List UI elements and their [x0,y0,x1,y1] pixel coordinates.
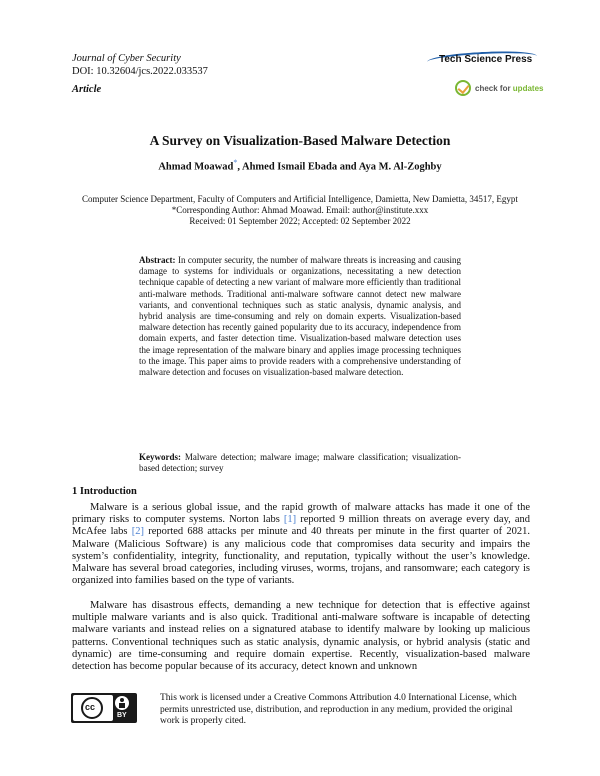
abstract [139,255,461,378]
check-updates-label: check for updates [475,83,544,93]
affiliation-block [0,194,600,227]
other-authors: , Ahmed Ismail Ebada and Aya M. Al-Zoghby [237,161,442,173]
cc-badge [73,695,113,721]
paper-title: A Survey on Visualization-Based Malware Detection [149,133,451,148]
attribution-person-icon [115,696,129,710]
citation-link[interactable]: [1] [283,514,297,526]
license-text: This work is licensed under a Creative Commons Attribution 4.0 International License, which permits unrestricted use, distribution, and reproduction in any medium, provided the original work is properly cited. [160,693,517,726]
corresponding-mark[interactable]: * [233,158,238,167]
doi[interactable]: DOI: 10.32604/jcs.2022.033537 [72,66,208,77]
keywords-text: Malware detection; malware image; malware classification; visualization-based detection; survey [139,452,461,474]
keywords-label: Keywords: [139,452,181,462]
affiliation: Computer Science Department, Faculty of Computers and Artificial Intelligence, Damietta, New Damietta, 34517, Egypt [82,194,518,204]
keywords [139,452,461,474]
paragraph-text: reported 9 million threats on average every day, and McAfee labs [72,514,530,538]
cc-by-license-icon[interactable] [71,693,137,723]
publisher-logo [427,50,537,70]
publisher-name: Tech Science Press [439,54,533,65]
paragraph-text: Malware is a serious global issue, and the rapid growth of malware attacks has made it one of the primary risks to computer systems. Norton labs [72,502,530,526]
check-updates-icon [455,80,471,96]
corresponding-author: *Corresponding Author: Ahmad Moawad. Email: author@institute.xxx [171,205,429,215]
journal-name: Journal of Cyber Security [72,53,181,64]
author-list [0,158,600,173]
paragraph: Malware has disastrous effects, demanding a new technique for detection that is effective against multiple malware variants and is also quick. Traditional anti-malware software is incapable of detecting malware variants and instead relies on a signatured atabase to identify malware by looking up malicious patterns. Conventional techniques such as static analysis, dynamic analysis, or hybrid analysis (static and dynamic) are time-consuming and require domain expertise. Recently, visualization-based malware detection has become popular because of its accuracy, detect known and unknown [72,600,530,673]
paragraph-text: reported 688 attacks per minute and 40 threats per minute in the first quarter of 2021. Malware (Malicious Software) is any malicious code that compromises data security and impairs the system’s confidentiality, integrity, functionality, and reputation, typically without the user’s knowledge. Malware has several broad categories, including viruses, worms, trojans, and ransomware; each category is organized into families based on the type of variants. [72,526,530,587]
section-heading-introduction: 1 Introduction [72,486,137,497]
dates: Received: 01 September 2022; Accepted: 02 September 2022 [189,216,411,226]
abstract-label: Abstract: [139,255,176,265]
check-for-updates-button[interactable] [455,79,543,97]
citation-link[interactable]: [2] [131,526,144,538]
by-label: BY [117,712,127,719]
author-1: Ahmad Moawad [158,161,234,173]
abstract-text: In computer security, the number of malware threats is increasing and causing damage to systems for individuals or organizations, necessitating a new detection technique capable of detecting a new variant of malware more efficiently than traditional anti-malware methods. Traditional anti-malware software cannot detect new malware variants, and conventional techniques such as static analysis, dynamic analysis, and hybrid analysis are time-consuming and rely on domain experts. Visualization-based malware detection has recently gained popularity due to its accuracy, independence from domain experts, and faster detection time. Visualization-based malware detection uses the image representation of the malware binary and applies image processing techniques to the image. This paper aims to provide readers with a comprehensive understanding of malware detection and focuses on visualization-based malware detection. [139,255,461,378]
paragraph [72,502,530,587]
article-type: Article [72,84,102,95]
cc-icon: cc [81,697,103,719]
